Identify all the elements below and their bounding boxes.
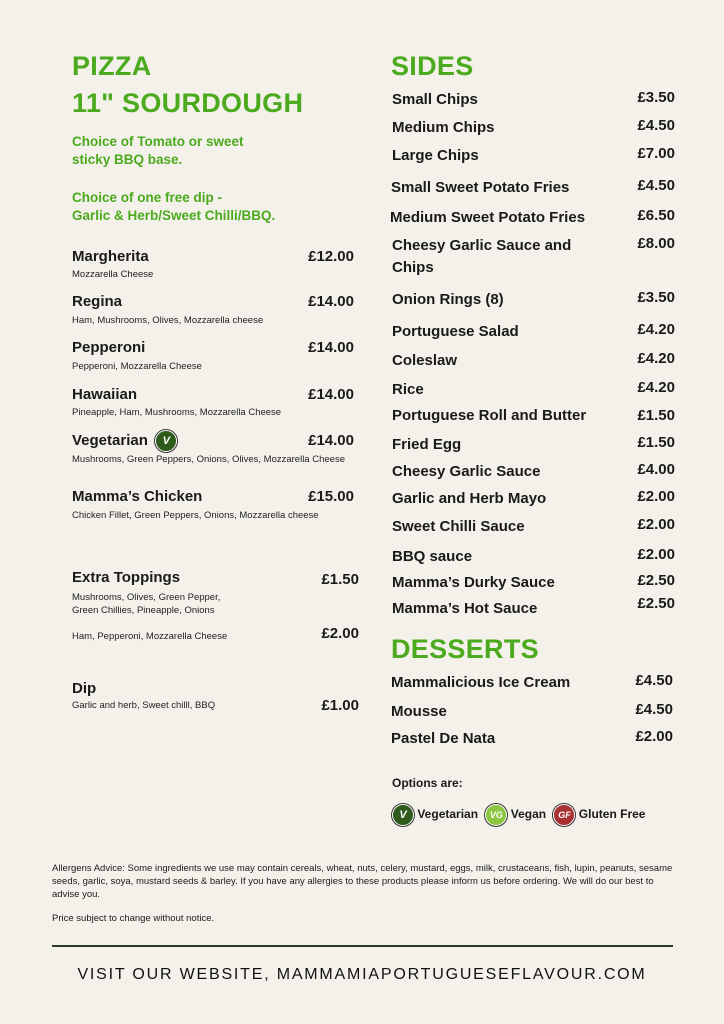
side-item-price: £4.20 bbox=[637, 379, 675, 396]
side-item-price: £2.50 bbox=[637, 595, 675, 612]
vegetarian-row bbox=[72, 430, 177, 452]
website-footer: VISIT OUR WEBSITE, MAMMAMIAPORTUGUESEFLAVOUR.COM bbox=[77, 966, 647, 983]
pizza-subtitle: 11" SOURDOUGH bbox=[72, 88, 304, 118]
side-item-name: Fried Egg bbox=[392, 436, 462, 453]
extra-toppings-desc-line1: Mushrooms, Olives, Green Pepper, bbox=[72, 592, 221, 603]
side-item-price: £1.50 bbox=[637, 407, 675, 424]
gluten-free-label: Gluten Free bbox=[578, 807, 646, 822]
pizza-item-desc: Pepperoni, Mozzarella Cheese bbox=[72, 361, 202, 372]
side-item-name: BBQ sauce bbox=[392, 548, 473, 565]
side-item-price: £4.20 bbox=[637, 350, 675, 367]
base-note-line2: sticky BBQ base. bbox=[72, 152, 183, 167]
side-item-price: £8.00 bbox=[637, 235, 675, 252]
dessert-item-price: £4.50 bbox=[635, 672, 673, 689]
side-item-price: £4.00 bbox=[637, 461, 675, 478]
allergens-advice: Allergens Advice: Some ingredients we use may contain cereals, wheat, nuts, celery, mustard, eggs, milk, crustaceans, fish, lupin, peanuts, sesame seeds, garlic, soya, mustard seeds & barley. If you have any allergies to these products please inform us before ordering. We will do our best to advise you. bbox=[52, 863, 673, 900]
pizza-item-price: £14.00 bbox=[308, 432, 354, 449]
price-note: Price subject to change without notice. bbox=[52, 913, 215, 924]
side-item-price: £4.50 bbox=[637, 177, 675, 194]
side-item-price: £2.00 bbox=[637, 516, 675, 533]
dessert-item-name: Mousse bbox=[391, 703, 447, 720]
vegetarian-icon: V bbox=[155, 430, 177, 452]
side-item-name: Small Sweet Potato Fries bbox=[391, 179, 570, 196]
options-legend bbox=[392, 804, 645, 826]
side-item-price: £2.00 bbox=[637, 546, 675, 563]
pizza-item-price: £14.00 bbox=[308, 293, 354, 310]
pizza-item-desc: Mushrooms, Green Peppers, Onions, Olives, Mozzarella Cheese bbox=[72, 454, 345, 465]
side-item-price: £6.50 bbox=[637, 207, 675, 224]
footer-divider bbox=[52, 945, 673, 947]
side-item-name: Medium Chips bbox=[392, 119, 495, 136]
pizza-item-desc: Pineapple, Ham, Mushrooms, Mozzarella Cheese bbox=[72, 407, 282, 418]
dip-title: Dip bbox=[72, 680, 97, 697]
pizza-item-price: £14.00 bbox=[308, 386, 354, 403]
side-item-price: £1.50 bbox=[637, 434, 675, 451]
dip-note-line2: Garlic & Herb/Sweet Chilli/BBQ. bbox=[72, 208, 276, 223]
pizza-item-price: £15.00 bbox=[308, 488, 354, 505]
vegan-label: Vegan bbox=[510, 807, 547, 822]
extra-toppings-title: Extra Toppings bbox=[72, 569, 181, 586]
pizza-item-desc: Mozzarella Cheese bbox=[72, 269, 154, 280]
pizza-item-desc: Chicken Fillet, Green Peppers, Onions, Mozzarella cheese bbox=[72, 510, 319, 521]
extra-meat-desc: Ham, Pepperoni, Mozzarella Cheese bbox=[72, 631, 228, 642]
side-item-name: Mamma’s Durky Sauce bbox=[392, 574, 555, 591]
side-item-name: Medium Sweet Potato Fries bbox=[390, 209, 586, 226]
side-item-price: £4.20 bbox=[637, 321, 675, 338]
pizza-item-name: Hawaiian bbox=[72, 386, 138, 403]
side-item-name: Garlic and Herb Mayo bbox=[392, 490, 547, 507]
pizza-title: PIZZA bbox=[72, 51, 152, 81]
pizza-item-name: Regina bbox=[72, 293, 123, 310]
side-item-name: Large Chips bbox=[392, 147, 479, 164]
pizza-item-name: Mamma’s Chicken bbox=[72, 488, 203, 505]
side-item-price: £2.00 bbox=[637, 488, 675, 505]
dessert-item-name: Mammalicious Ice Cream bbox=[391, 674, 571, 691]
side-item-name: Cheesy Garlic Sauce bbox=[392, 463, 541, 480]
dessert-item-name: Pastel De Nata bbox=[391, 730, 496, 747]
side-item-name: Rice bbox=[392, 381, 424, 398]
dessert-item-price: £2.00 bbox=[635, 728, 673, 745]
side-item-name: Mamma’s Hot Sauce bbox=[392, 600, 538, 617]
dip-note-line1: Choice of one free dip - bbox=[72, 190, 223, 205]
vegan-icon: VG bbox=[485, 804, 507, 826]
pizza-item-name: Vegetarian bbox=[72, 432, 148, 450]
dip-desc: Garlic and herb, Sweet chilll, BBQ bbox=[72, 700, 216, 711]
side-item-name: Onion Rings (8) bbox=[392, 291, 504, 308]
gluten-free-icon: GF bbox=[553, 804, 575, 826]
options-label: Options are: bbox=[392, 776, 463, 790]
side-item-price: £3.50 bbox=[637, 289, 675, 306]
dip-price: £1.00 bbox=[321, 697, 359, 714]
desserts-title: DESSERTS bbox=[391, 634, 539, 664]
extra-toppings-desc-line2: Green Chillies, Pineapple, Onions bbox=[72, 605, 215, 616]
vegetarian-icon: V bbox=[392, 804, 414, 826]
side-item-price: £3.50 bbox=[637, 89, 675, 106]
side-item-name: Coleslaw bbox=[392, 352, 458, 369]
side-item-price: £2.50 bbox=[637, 572, 675, 589]
side-item-name: Sweet Chilli Sauce bbox=[392, 518, 525, 535]
pizza-item-name: Margherita bbox=[72, 248, 149, 265]
side-item-name: Small Chips bbox=[392, 91, 478, 108]
dessert-item-price: £4.50 bbox=[635, 701, 673, 718]
side-item-name: Portuguese Salad bbox=[392, 323, 519, 340]
sides-title: SIDES bbox=[391, 51, 474, 81]
side-item-price: £4.50 bbox=[637, 117, 675, 134]
extra-toppings-price: £1.50 bbox=[321, 571, 359, 588]
side-item-name: Cheesy Garlic Sauce and Chips bbox=[392, 237, 572, 276]
pizza-item-desc: Ham, Mushrooms, Olives, Mozzarella cheese bbox=[72, 315, 264, 326]
pizza-item-price: £14.00 bbox=[308, 339, 354, 356]
side-item-name: Portuguese Roll and Butter bbox=[392, 407, 587, 424]
side-item-price: £7.00 bbox=[637, 145, 675, 162]
pizza-item-name: Pepperoni bbox=[72, 339, 146, 356]
base-note-line1: Choice of Tomato or sweet bbox=[72, 134, 244, 149]
extra-meat-price: £2.00 bbox=[321, 625, 359, 642]
pizza-item-price: £12.00 bbox=[308, 248, 354, 265]
vegetarian-label: Vegetarian bbox=[417, 807, 479, 822]
